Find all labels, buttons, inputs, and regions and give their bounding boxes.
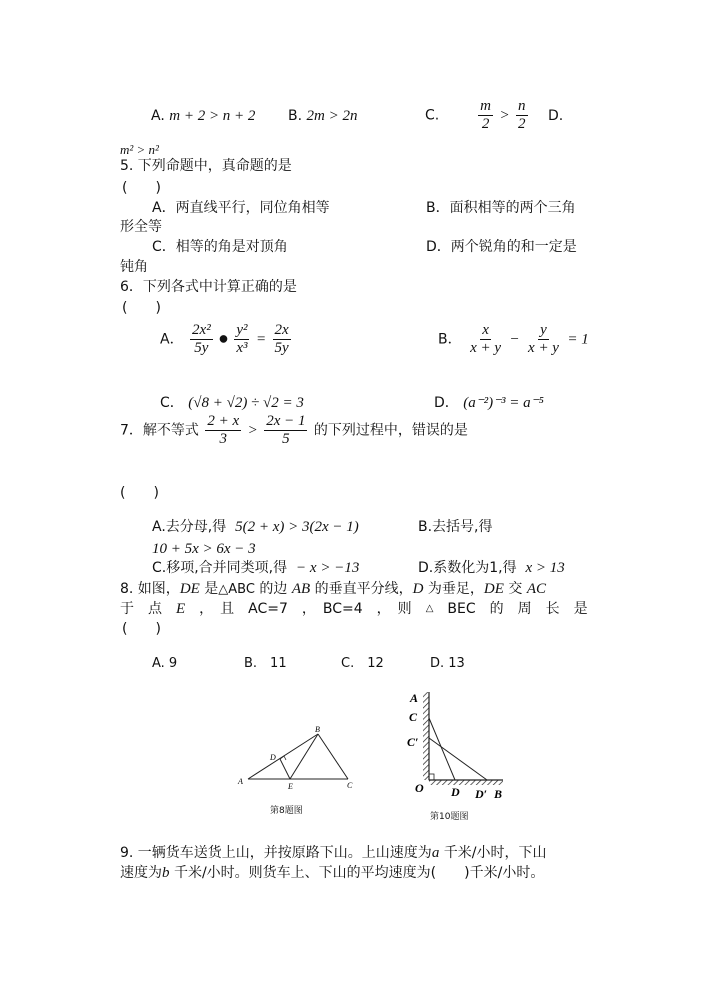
q4-c-op: > <box>499 107 510 124</box>
q4-d-label: D. <box>548 108 564 124</box>
q4-b-label: B. <box>288 108 303 124</box>
q8-paren: ( ) <box>122 621 161 637</box>
q4-c <box>425 98 530 133</box>
figure-10-ladder <box>405 686 517 801</box>
q6-b-frac1: $\frac{x}{x + y}$ <box>470 322 501 356</box>
q4-a-expr: m + 2 > n + 2 <box>169 108 256 124</box>
q5-option-b-cont: 形全等 <box>120 219 162 235</box>
q9-line1: 9. 一辆货车送货上山，并按原路下山。上山速度为a 千米/小时，下山 <box>120 845 547 861</box>
q7-frac1: $\frac{2 + x}{3}$ <box>207 413 240 447</box>
q6-paren: ( ) <box>122 300 161 316</box>
q4-c-label: C. <box>425 107 440 124</box>
q7-option-b: B.去括号,得 <box>418 519 493 535</box>
q4-b <box>288 107 357 125</box>
q6-option-c: C． (√8 + √2) ÷ √2 = 3 <box>160 395 304 411</box>
fig10-label-c: C <box>409 710 418 724</box>
fig10-label-b: B <box>494 787 503 801</box>
q6-a-frac3: $\frac{2x}{5y}$ <box>274 322 289 356</box>
figure-8-caption: 第8题图 <box>270 806 303 816</box>
q6-a-frac2: $\frac{\text{y²}}{\text{x³}}$ <box>236 322 248 356</box>
q6-stem: 6．下列各式中计算正确的是 <box>120 279 297 295</box>
q4-a-label: A. <box>151 108 165 124</box>
fig8-label-a: A <box>238 777 243 786</box>
q7-option-b-expr: 10 + 5x > 6x − 3 <box>152 541 256 557</box>
q5-option-a: A．两直线平行，同位角相等 <box>152 200 330 216</box>
fig10-label-a: A <box>410 691 419 705</box>
q4-c-frac2: $\frac{n}{2}$ <box>518 98 526 132</box>
q8-line2: 于 点 E ， 且 AC=7 ， BC=4 ， 则 △ BEC 的 周 长 是 <box>120 601 588 617</box>
q7-frac2: $\frac{2x - 1}{5}$ <box>266 413 306 447</box>
fig8-label-c: C <box>347 781 353 790</box>
q5-stem: 5. 下列命题中，真命题的是 <box>120 158 292 174</box>
q4-options <box>151 107 255 125</box>
q5-option-c: C．相等的角是对顶角 <box>152 239 288 255</box>
figure-8-triangle <box>228 722 364 802</box>
q5-option-d-cont: 钝角 <box>120 259 148 275</box>
fig8-label-b: B <box>315 725 320 734</box>
q8-option-d: D. 13 <box>430 656 465 671</box>
q9-line2: 速度为b 千米/小时。则货车上、下山的平均速度为( )千米/小时。 <box>120 865 545 881</box>
q8-line1: 8. 如图，DE 是△ABC 的边 AB 的垂直平分线，D 为垂足，DE 交 AC <box>120 581 546 597</box>
q8-option-a: A. 9 <box>152 656 178 671</box>
q5-option-b: B．面积相等的两个三角 <box>426 200 576 216</box>
q6-option-d: D． (a⁻²)⁻³ = a⁻⁵ <box>434 395 544 411</box>
q7-paren: ( ) <box>120 485 159 501</box>
q5-option-d: D．两个锐角的和一定是 <box>426 239 577 255</box>
fig10-label-c-prime: C′ <box>407 735 419 749</box>
q5-paren: ( ) <box>122 180 161 196</box>
q7-option-a: A.去分母,得 5(2 + x) > 3(2x − 1) <box>152 519 359 535</box>
figure-10-caption: 第10题图 <box>430 812 469 822</box>
fig10-label-d: D <box>451 785 460 799</box>
q4-d-expr: m² > n² <box>120 142 159 157</box>
q6-b-frac2: $\frac{y}{x + y}$ <box>528 322 559 356</box>
fig10-label-o: O <box>415 781 424 795</box>
q6-option-b: B． $\frac{x}{x + y}$ − $\frac{y}{x + y}$ = 1 <box>438 322 589 356</box>
q8-option-b: B. 11 <box>244 656 287 671</box>
q6-a-frac1: $\frac{\text{2x²}}{5y}$ <box>192 322 211 356</box>
q7-stem: 7．解不等式 $\frac{2 + x}{3}$ > $\frac{2x - 1}{5}$ 的下列过程中，错误的是 <box>120 413 468 447</box>
q7-option-d: D.系数化为1,得 x > 13 <box>418 560 565 576</box>
q6-option-a: A． $\frac{\text{2x²}}{5y}$ ● $\frac{\text{y²}}{\text{x³}}$ = $\frac{2x}{5y}$ <box>160 322 289 356</box>
fig10-label-d-prime: D′ <box>475 787 488 801</box>
fig8-label-e: E <box>288 782 293 791</box>
q4-b-expr: 2m > 2n <box>306 108 358 124</box>
fig8-label-d: D <box>270 753 276 762</box>
q4-c-frac1: $\frac{m}{2}$ <box>480 98 491 132</box>
q7-option-c: C.移项,合并同类项,得 − x > −13 <box>152 560 360 576</box>
q8-option-c: C. 12 <box>341 656 384 671</box>
